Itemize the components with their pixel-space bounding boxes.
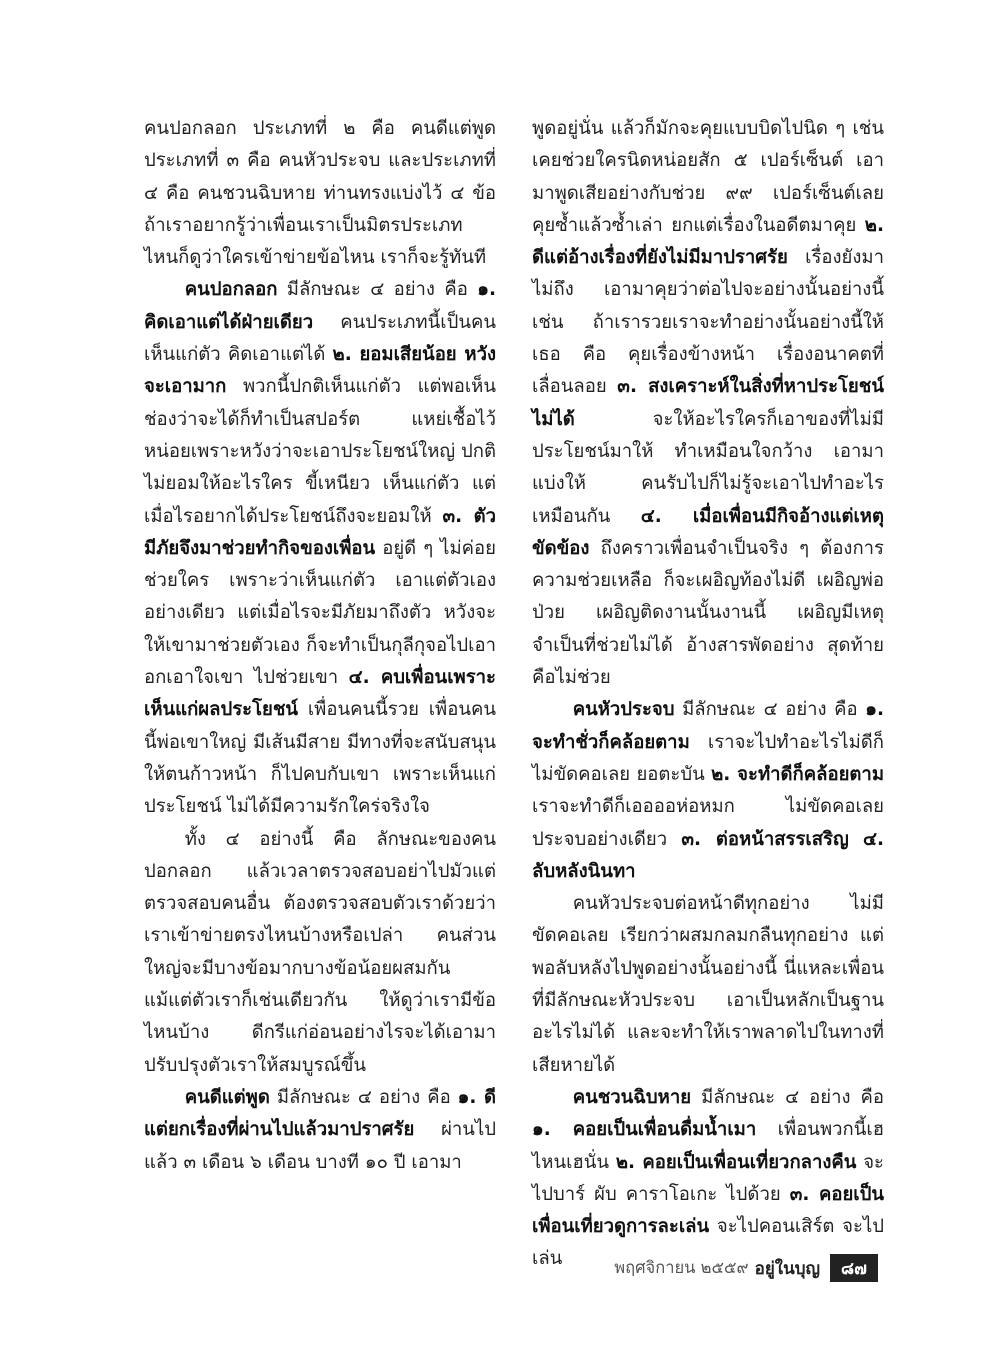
issue-date: พฤศจิกายน ๒๕๕๙ — [614, 1258, 749, 1277]
body-text: อยู่ดี ๆ ไม่ค่อยช่วยใคร เพราะว่าเห็นแก่ตัว เอาแต่ตัวเองอย่างเดียว แต่เมื่อไรจะมีภัยมาถึงตัว หวังจะให้เขามาช่วยตัวเอง ก็จะทำเป็นกุลีกุจอไปเอาอกเอาใจเขา ไปช่วยเขา — [144, 537, 496, 689]
body-text: ผ่านไปแล้ว ๓ เดือน ๖ เดือน บางที ๑๐ ปี เอามา — [144, 1119, 496, 1173]
body-text: มีลักษณะ ๔ อย่าง คือ — [277, 279, 478, 301]
body-text: เรื่องยังมาไม่ถึง เอามาคุยว่าต่อไปจะอย่างนั้นอย่างนี้ เช่น ถ้าเรารวยเราจะทำอย่างนั้นอย่างนี้ให้เธอ คือ คุยเรื่องข้างหน้า เรื่องอนาคตที่เลื่อนลอย — [532, 247, 884, 398]
body-text — [849, 829, 863, 850]
bold-text: ๓. ตัวมีภัยจึงมาช่วยทำกิจของเพื่อน — [144, 505, 496, 559]
body-text: มีลักษณะ ๔ อย่าง คือ — [674, 699, 866, 721]
bold-text: ๓. สงเคราะห์ในสิ่งที่หาประโยชน์ไม่ได้ — [532, 376, 884, 430]
paragraph — [532, 888, 884, 1082]
body-text: จะไปคอนเสิร์ต จะไปเล่น — [532, 1216, 884, 1270]
right-column — [532, 113, 884, 1276]
magazine-name: อยู่ในบุญ — [754, 1258, 820, 1279]
bold-text: ๓. คอยเป็นเพื่อนเที่ยวดูการละเล่น — [532, 1183, 885, 1238]
paragraph — [144, 113, 496, 274]
bold-text: ๑. ดีแต่ยกเรื่องที่ผ่านไปแล้วมาปราศรัย — [144, 1086, 496, 1141]
bold-text: ๑. คิดเอาแต่ได้ฝ่ายเดียว — [144, 279, 496, 333]
body-text: เพื่อนคนนี้รวย เพื่อนคนนี้พ่อเขาใหญ่ มีเส้นมีสาย มีทางที่จะสนับสนุนให้ตนก้าวหน้า ก็ไปคบกับเขา เพราะเห็นแก่ประโยชน์ ไม่ได้มีความรักใคร่จริงใจ — [144, 699, 496, 818]
page-number: ๘๗ — [830, 1254, 878, 1282]
bold-text: ๔. เมื่อเพื่อนมีกิจอ้างแต่เหตุขัดข้อง — [532, 505, 884, 559]
bold-text: ๑. จะทำชั่วก็คล้อยตาม — [532, 699, 884, 753]
bold-text: คนหัวประจบ — [572, 699, 675, 721]
body-text: จะไปบาร์ ผับ คาราโอเกะ ไปด้วย — [532, 1151, 884, 1205]
body-text: คนประเภทนี้เป็นคนเห็นแก่ตัว คิดเอาแต่ได้ — [144, 311, 496, 366]
body-text: เราจะทำดีก็เออออห่อหมก ไม่ขัดคอเลย ประจบอย่างเดียว — [532, 796, 884, 850]
body-text: ทั้ง ๔ อย่างนี้ คือ ลักษณะของคนปอกลอก แล้วเวลาตรวจสอบอย่าไปมัวแต่ตรวจสอบคนอื่น ต้องตรวจสอบตัวเราด้วยว่าเราเข้าข่ายตรงไหนบ้างหรือเปล่า คนส่วนใหญ่จะมีบางข้อมากบางข้อน้อยผสมกัน แม้แต่ตัวเราก็เช่นเดียวกัน ให้ดูว่าเรามีข้อไหนบ้าง ดีกรีแก่อ่อนอย่างไรจะได้เอามาปรับปรุงตัวเราให้สมบูรณ์ขึ้น — [144, 828, 496, 1076]
body-text: ถึงคราวเพื่อนจำเป็นจริง ๆ ต้องการความช่วยเหลือ ก็จะเผอิญท้องไม่ดี เผอิญพ่อป่วย เผอิญติดงานนั้นงานนี้ เผอิญมีเหตุจำเป็นที่ช่วยไม่ได้ อ้างสารพัดอย่าง สุดท้ายคือไม่ช่วย — [532, 537, 884, 689]
bold-text: ๔. คบเพื่อนเพราะเห็นแก่ผลประโยชน์ — [144, 667, 496, 721]
paragraph — [532, 1082, 884, 1276]
body-text: จะให้อะไรใครก็เอาของที่ไม่มีประโยชน์มาให้ ทำเหมือนใจกว้าง เอามาแบ่งให้ คนรับไปก็ไม่รู้จะเอาไปทำอะไรเหมือนกัน — [532, 408, 884, 527]
bold-text: คนปอกลอก — [184, 279, 278, 301]
bold-text: ๑. คอยเป็นเพื่อนดื่มน้ำเมา — [532, 1119, 757, 1141]
body-text: พูดอยู่นั่น แล้วก็มักจะคุยแบบบิดไปนิด ๆ เช่น เคยช่วยใครนิดหน่อยสัก ๕ เปอร์เซ็นต์ เอามาพูดเสียอย่างกับช่วย ๙๙ เปอร์เซ็นต์เลย คุยซ้ำแล้วซ้ำเล่า ยกแต่เรื่องในอดีตมาคุย — [532, 118, 884, 236]
body-text: มีลักษณะ ๔ อย่าง คือ — [269, 1086, 458, 1108]
left-column — [144, 113, 496, 1179]
bold-text: ๒. ยอมเสียน้อย หวังจะเอามาก — [144, 344, 496, 398]
paragraph — [532, 113, 884, 694]
paragraph — [144, 274, 496, 823]
body-text: คนหัวประจบต่อหน้าดีทุกอย่าง ไม่มีขัดคอเลย เรียกว่าผสมกลมกลืนทุกอย่าง แต่พอลับหลังไปพูดอย่างนั้นอย่างนี้ นี่แหละเพื่อนที่มีลักษณะหัวประจบ เอาเป็นหลักเป็นฐานอะไรไม่ได้ และจะทำให้เราพลาดไปในทางที่เสียหายได้ — [532, 893, 884, 1076]
paragraph — [144, 824, 496, 1082]
bold-text: คนชวนฉิบหาย — [572, 1086, 692, 1108]
bold-text: ๒. จะทำดีก็คล้อยตาม — [711, 763, 885, 785]
page-footer — [614, 1254, 878, 1282]
bold-text: ๒. คอยเป็นเพื่อนเที่ยวกลางคืน — [615, 1151, 857, 1173]
paragraph — [144, 1082, 496, 1179]
body-text: คนปอกลอก ประเภทที่ ๒ คือ คนดีแต่พูด ประเภทที่ ๓ คือ คนหัวประจบ และประเภทที่ ๔ คือ คนชวนฉิบหาย ท่านทรงแบ่งไว้ ๔ ข้อ ถ้าเราอยากรู้ว่าเพื่อนเราเป็นมิตรประเภทไหนก็ดูว่าใครเข้าข่ายข้อไหน เราก็จะรู้ทันที — [144, 118, 496, 269]
body-text: เราจะไปทำอะไรไม่ดีก็ไม่ขัดคอเลย ยอตะบัน — [532, 731, 884, 785]
bold-text: ๓. ต่อหน้าสรรเสริญ — [681, 828, 849, 850]
bold-text: ๒. ดีแต่อ้างเรื่องที่ยังไม่มีมาปราศรัย — [532, 214, 884, 269]
body-text: พวกนี้ปกติเห็นแก่ตัว แต่พอเห็นช่องว่าจะได้ก็ทำเป็นสปอร์ต แหย่เชื้อไว้หน่อยเพราะหวังว่าจะเอาประโยชน์ใหญ่ ปกติไม่ยอมให้อะไรใคร ขี้เหนียว เห็นแก่ตัว แต่เมื่อไรอยากได้ประโยชน์ถึงจะยอมให้ — [144, 376, 496, 527]
bold-text: ๔. ลับหลังนินทา — [532, 828, 884, 882]
paragraph — [532, 694, 884, 888]
body-text: เพื่อนพวกนี้เฮไหนเฮนั่น — [532, 1119, 884, 1173]
bold-text: คนดีแต่พูด — [184, 1086, 270, 1108]
body-text: มีลักษณะ ๔ อย่าง คือ — [691, 1086, 884, 1108]
